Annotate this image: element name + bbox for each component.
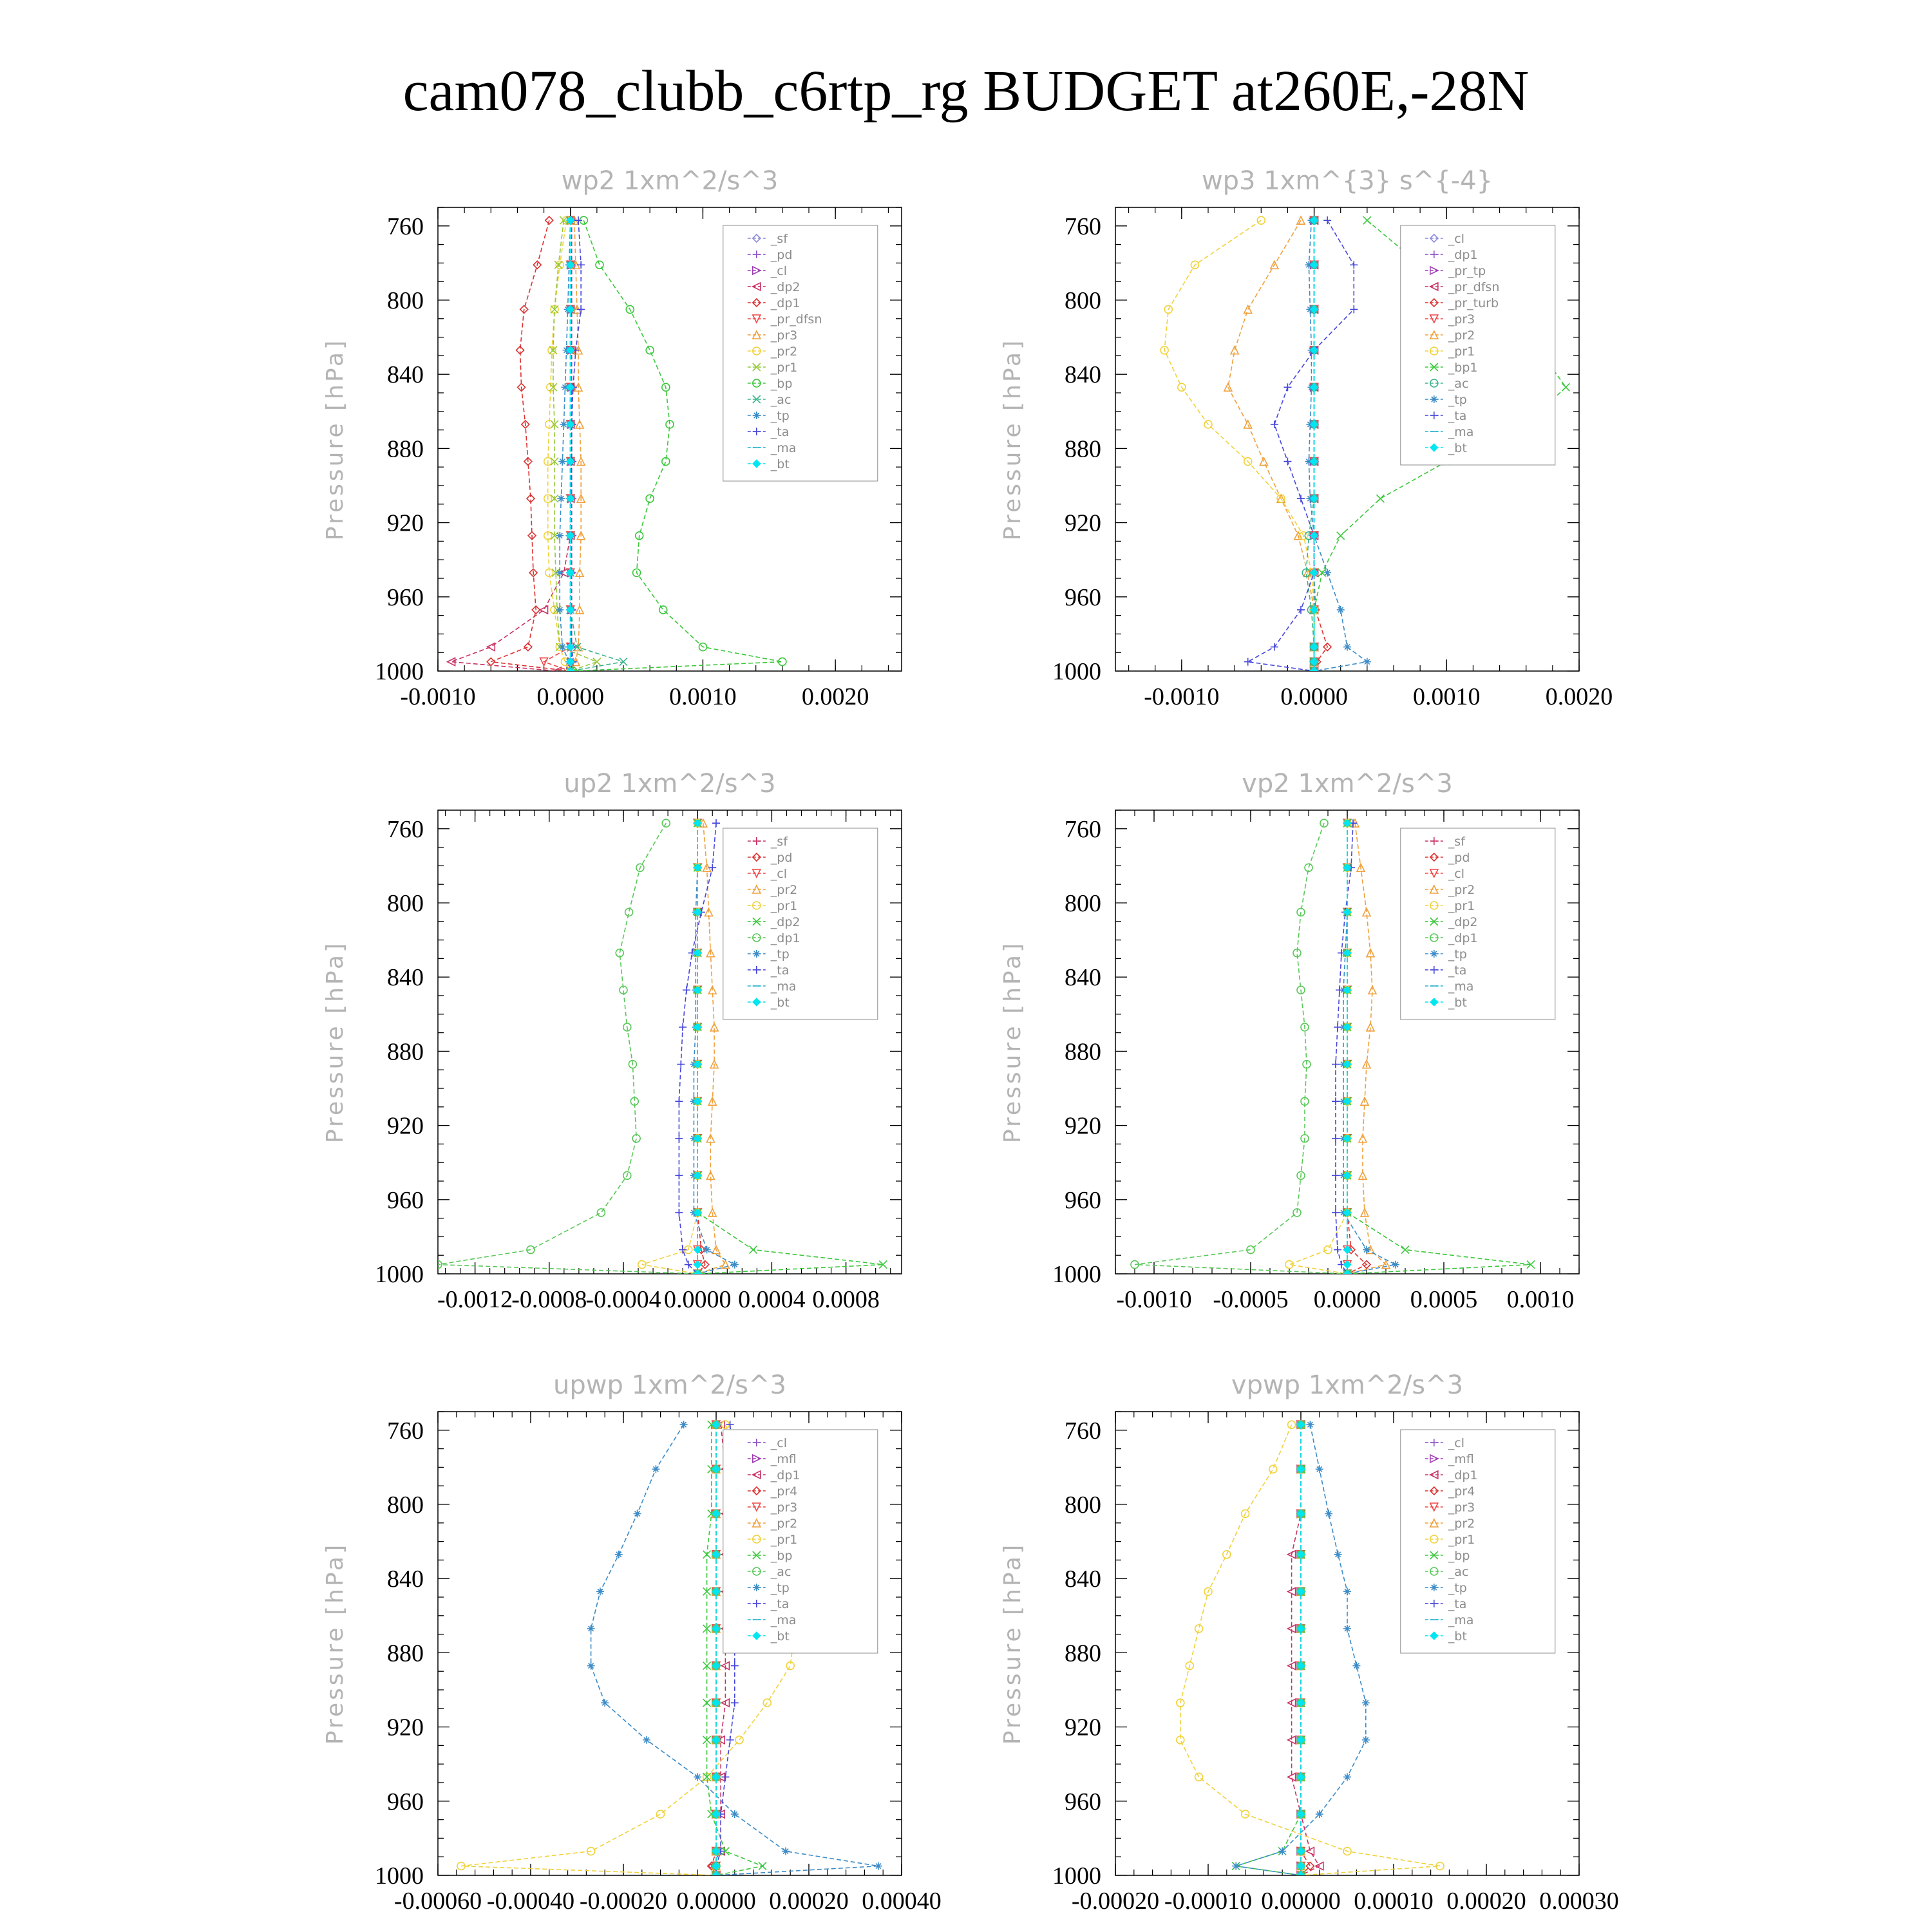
y-tick-label: 880 — [387, 1038, 424, 1066]
data-point-tp — [1325, 1510, 1332, 1517]
y-axis-label: Pressure [hPa] — [322, 940, 348, 1144]
data-point-tp — [1392, 1261, 1399, 1269]
y-tick-label: 760 — [1065, 213, 1101, 240]
x-tick-label: -0.00040 — [486, 1888, 575, 1915]
data-point-ta — [1323, 216, 1331, 224]
y-tick-label: 880 — [1065, 435, 1101, 463]
legend-label: _ma — [1448, 1613, 1474, 1627]
data-point-ta — [1332, 1171, 1340, 1179]
legend-label: _pr1 — [1448, 899, 1475, 913]
legend-label: _pr2 — [1448, 883, 1475, 897]
x-tick-label: 0.00020 — [769, 1888, 849, 1915]
legend-label: _dp1 — [1448, 931, 1478, 945]
data-point-ta — [1332, 1097, 1340, 1105]
data-point-ta — [1334, 1023, 1341, 1031]
x-tick-label: -0.00020 — [579, 1888, 668, 1915]
y-tick-label: 840 — [387, 1566, 424, 1593]
y-tick-label: 840 — [1065, 361, 1101, 389]
legend-label: _pr1 — [770, 899, 798, 913]
figure-title: cam078_clubb_c6rtp_rg BUDGET at260E,-28N — [402, 59, 1530, 123]
y-axis-label: Pressure [hPa] — [999, 337, 1026, 541]
legend-label: _dp2 — [770, 915, 800, 929]
data-point-ta — [1297, 495, 1305, 502]
series-line-dp2 — [451, 220, 571, 671]
data-point-ta — [726, 1736, 734, 1744]
legend-label: _bt — [770, 457, 790, 471]
data-point-ta — [675, 1209, 683, 1217]
legend-label: _cl — [770, 1436, 788, 1450]
series-line-pd — [697, 823, 705, 1274]
data-point-bp — [703, 1699, 711, 1707]
x-tick-label: 0.00040 — [862, 1888, 942, 1915]
data-point-dp1 — [625, 908, 633, 916]
x-tick-label: 0.0020 — [1545, 683, 1613, 710]
legend-label: _dp1 — [770, 1468, 800, 1482]
data-point-tp — [1362, 1699, 1370, 1707]
legend — [723, 828, 878, 1019]
legend-label: _dp2 — [1448, 915, 1478, 929]
legend-label: _tp — [1448, 1581, 1467, 1595]
legend-box — [723, 828, 878, 1019]
legend-box — [1401, 1430, 1555, 1653]
data-point-pr2 — [1244, 421, 1252, 428]
y-tick-label: 880 — [387, 435, 424, 463]
data-point-tp — [634, 1510, 641, 1517]
y-tick-label: 960 — [1065, 1186, 1101, 1214]
legend-label: _pr4 — [1448, 1484, 1475, 1499]
legend-label: _ma — [1448, 980, 1474, 994]
legend-box — [1401, 828, 1555, 1019]
y-tick-label: 920 — [387, 1714, 424, 1741]
legend-label: _mfl — [1448, 1452, 1474, 1466]
x-tick-label: 0.0000 — [1313, 1286, 1381, 1313]
x-tick-label: -0.0008 — [511, 1286, 587, 1313]
series-line-dp1 — [1135, 823, 1347, 1274]
data-point-ta — [1332, 1135, 1340, 1142]
legend-label: _bp — [1448, 1549, 1470, 1563]
y-axis-label: Pressure [hPa] — [999, 940, 1026, 1144]
legend-label: _cl — [770, 867, 788, 881]
data-point-ta — [577, 305, 585, 313]
data-point-bp — [703, 1551, 711, 1558]
series-line-dp1 — [1292, 1425, 1320, 1875]
data-point-ta — [731, 1662, 739, 1670]
y-tick-label: 760 — [1065, 815, 1101, 843]
data-point-ta — [1332, 1209, 1340, 1217]
y-tick-label: 1000 — [1052, 1862, 1101, 1889]
data-point-pr1 — [1195, 1625, 1203, 1633]
y-tick-label: 880 — [1065, 1038, 1101, 1066]
x-tick-label: 0.0020 — [801, 683, 869, 710]
data-point-tp — [1337, 606, 1345, 614]
data-point-bp — [596, 261, 603, 269]
legend — [723, 225, 878, 481]
panel-title: upwp 1xm^2/s^3 — [553, 1370, 786, 1400]
series-line-bp — [1236, 1425, 1301, 1875]
x-tick-label: 0.00020 — [1446, 1888, 1526, 1915]
legend — [723, 1430, 878, 1653]
panel-title: wp2 1xm^2/s^3 — [561, 166, 779, 196]
y-tick-label: 960 — [387, 1186, 424, 1214]
legend-label: _pr_tp — [1448, 264, 1486, 278]
legend-label: _pr1 — [770, 361, 798, 375]
series-line-pr2 — [548, 220, 571, 671]
y-tick-label: 880 — [387, 1640, 424, 1667]
legend-label: _ac — [1448, 377, 1469, 391]
data-point-ta — [675, 1171, 683, 1179]
legend-label: _bp — [770, 377, 793, 391]
legend-label: _pr2 — [770, 345, 798, 359]
y-tick-label: 960 — [387, 583, 424, 611]
x-tick-label: -0.00010 — [1164, 1888, 1253, 1915]
legend-label: _bt — [1448, 441, 1467, 455]
x-tick-label: 0.0010 — [1413, 683, 1481, 710]
x-tick-label: -0.00020 — [1071, 1888, 1160, 1915]
series-line-tp — [1309, 220, 1367, 671]
data-point-ta — [675, 1135, 683, 1142]
data-point-tp — [587, 1625, 595, 1633]
panel-title: vpwp 1xm^2/s^3 — [1231, 1370, 1464, 1400]
data-point-bp — [646, 346, 654, 354]
y-tick-label: 800 — [387, 287, 424, 314]
legend-label: _tp — [770, 947, 790, 961]
legend-label: _sf — [770, 232, 788, 246]
data-point-tp — [558, 458, 566, 466]
x-tick-label: -0.0005 — [1213, 1286, 1289, 1313]
data-point-pr1 — [593, 658, 601, 666]
data-point-tp — [1343, 1773, 1351, 1781]
y-tick-label: 1000 — [1052, 1261, 1101, 1288]
x-tick-label: 0.00030 — [1539, 1888, 1619, 1915]
series-line-pr2 — [1347, 823, 1386, 1274]
panel-5 — [322, 1370, 942, 1915]
series-line-pr1 — [642, 823, 697, 1274]
legend-label: _pr3 — [1448, 1501, 1475, 1515]
data-point-tp — [652, 1465, 659, 1473]
x-tick-label: 0.0008 — [812, 1286, 880, 1313]
data-point-bp1 — [1376, 495, 1384, 502]
data-point-dp1 — [1306, 1848, 1314, 1855]
series-line-ta — [1336, 823, 1353, 1274]
legend — [1401, 1430, 1555, 1653]
legend-label: _bp — [770, 1549, 793, 1563]
y-tick-label: 920 — [387, 509, 424, 537]
x-tick-label: -0.0010 — [1116, 1286, 1192, 1313]
y-tick-label: 960 — [387, 1788, 424, 1815]
data-point-tp — [1343, 643, 1351, 651]
data-point-ta — [1283, 383, 1291, 391]
data-point-bp1 — [1562, 383, 1569, 391]
data-point-tp — [694, 1773, 701, 1781]
data-point-ta — [1336, 986, 1343, 994]
data-point-tp — [587, 1662, 595, 1670]
y-axis-label: Pressure [hPa] — [999, 1542, 1026, 1745]
data-point-tp — [1334, 1551, 1342, 1558]
legend-label: _dp1 — [1448, 1468, 1478, 1482]
series-line-dp1 — [491, 220, 570, 671]
series-line-dp1 — [438, 823, 697, 1274]
data-point-tp — [680, 1421, 688, 1428]
data-point-ta — [1334, 1246, 1341, 1254]
data-point-ta — [577, 261, 585, 269]
data-point-tp — [1343, 1587, 1351, 1595]
legend-label: _bt — [1448, 996, 1467, 1010]
series-line-ta — [1248, 220, 1354, 671]
y-tick-label: 800 — [1065, 1492, 1101, 1519]
legend-label: _bp1 — [1448, 361, 1478, 375]
panel-3 — [322, 769, 902, 1313]
data-point-tp — [1316, 1465, 1323, 1473]
y-tick-label: 920 — [1065, 1112, 1101, 1140]
data-point-ta — [679, 1023, 687, 1031]
x-tick-label: 0.0000 — [1280, 683, 1348, 710]
legend-box — [723, 1430, 878, 1653]
legend-label: _mfl — [770, 1452, 797, 1466]
y-tick-label: 800 — [387, 1492, 424, 1519]
legend-label: _dp1 — [770, 296, 800, 310]
y-tick-label: 960 — [1065, 583, 1101, 611]
y-tick-label: 1000 — [1052, 658, 1101, 685]
legend-label: _cl — [1448, 1436, 1465, 1450]
legend-label: _pr_turb — [1448, 296, 1499, 310]
legend — [1401, 225, 1555, 465]
series-line-pr-turb — [1314, 220, 1328, 671]
data-point-ta — [1244, 658, 1252, 666]
legend-label: _pr_dfsn — [1448, 280, 1500, 294]
y-tick-label: 800 — [387, 890, 424, 917]
panel-title: wp3 1xm^{3} s^{-4} — [1201, 166, 1493, 196]
data-point-pr2 — [1260, 458, 1267, 466]
panel-2 — [999, 166, 1613, 710]
legend-box — [1401, 225, 1555, 465]
legend-label: _ac — [1448, 1565, 1469, 1579]
x-tick-label: 0.00010 — [1354, 1888, 1434, 1915]
x-tick-label: -0.00060 — [393, 1888, 482, 1915]
panel-4 — [999, 769, 1579, 1313]
y-tick-label: 1000 — [375, 658, 424, 685]
legend-label: _pr2 — [1448, 328, 1475, 343]
series-line-pr4 — [1301, 1425, 1310, 1875]
data-point-ta — [1271, 421, 1278, 428]
x-tick-label: -0.0010 — [400, 683, 476, 710]
data-point-ta — [731, 1699, 739, 1707]
x-tick-label: 0.0000 — [536, 683, 604, 710]
y-tick-label: 960 — [1065, 1788, 1101, 1815]
series-line-pr2 — [697, 823, 725, 1274]
panel-1 — [322, 166, 902, 710]
x-tick-label: 0.00000 — [1261, 1888, 1341, 1915]
legend-label: _pr2 — [770, 1517, 798, 1531]
data-point-bp — [659, 606, 667, 614]
data-point-dp1 — [597, 1209, 605, 1217]
y-axis-label: Pressure [hPa] — [322, 1542, 348, 1745]
y-tick-label: 760 — [387, 1417, 424, 1444]
data-point-bt — [694, 1261, 701, 1269]
legend-label: _pr3 — [770, 328, 798, 343]
x-tick-label: 0.00000 — [676, 1888, 756, 1915]
legend-label: _cl — [1448, 867, 1465, 881]
y-tick-label: 800 — [1065, 890, 1101, 917]
series-line-pr1 — [1164, 220, 1314, 671]
legend-label: _sf — [1448, 835, 1465, 849]
panel-title: vp2 1xm^2/s^3 — [1242, 769, 1453, 799]
series-line-pr4 — [712, 1425, 716, 1875]
legend-box — [723, 225, 878, 481]
x-tick-label: 0.0010 — [1506, 1286, 1575, 1313]
legend-label: _pr4 — [770, 1484, 798, 1499]
data-point-tp — [875, 1862, 882, 1870]
x-tick-label: 0.0004 — [738, 1286, 806, 1313]
legend-label: _pr1 — [1448, 1533, 1475, 1547]
legend-label: _bt — [770, 996, 790, 1010]
data-point-pr1 — [1195, 1773, 1203, 1781]
y-tick-label: 920 — [1065, 1714, 1101, 1741]
legend-label: _pr3 — [1448, 312, 1475, 327]
legend-label: _ma — [770, 441, 797, 455]
data-point-tp — [731, 1261, 739, 1269]
x-tick-label: -0.0010 — [1144, 683, 1220, 710]
data-point-pr1 — [1324, 1246, 1332, 1254]
data-point-tp — [1343, 1625, 1351, 1633]
panel-title: up2 1xm^2/s^3 — [564, 769, 776, 799]
data-point-bp — [759, 1862, 766, 1870]
data-point-dp2 — [487, 643, 495, 651]
legend-label: _tp — [1448, 947, 1467, 961]
legend-label: _pd — [770, 248, 793, 262]
y-tick-label: 840 — [1065, 1566, 1101, 1593]
legend-label: _pr1 — [1448, 345, 1475, 359]
data-point-tp — [643, 1736, 650, 1744]
legend-label: _tp — [770, 1581, 790, 1595]
x-tick-label: 0.0000 — [663, 1286, 732, 1313]
legend-label: _dp2 — [770, 280, 800, 294]
data-point-tp — [557, 495, 565, 502]
data-point-ta — [683, 986, 690, 994]
data-point-ta — [1271, 643, 1278, 651]
legend-label: _ac — [770, 393, 791, 407]
data-point-ta — [1297, 606, 1305, 614]
data-point-dp1 — [524, 643, 532, 651]
legend-label: _cl — [1448, 232, 1465, 246]
y-tick-label: 760 — [387, 815, 424, 843]
legend-label: _dp1 — [1448, 248, 1478, 262]
legend-label: _ta — [1448, 1597, 1467, 1611]
data-point-tp — [615, 1551, 623, 1558]
x-tick-label: -0.0012 — [437, 1286, 513, 1313]
data-point-ta — [1283, 458, 1291, 466]
legend-label: _ta — [770, 963, 790, 978]
legend-label: _dp1 — [770, 931, 800, 945]
legend-label: _ma — [770, 980, 797, 994]
x-tick-label: 0.0005 — [1410, 1286, 1478, 1313]
y-tick-label: 800 — [1065, 287, 1101, 314]
legend-label: _ta — [770, 1597, 790, 1611]
legend-label: _ac — [770, 1565, 791, 1579]
y-tick-label: 880 — [1065, 1640, 1101, 1667]
legend-label: _cl — [770, 264, 788, 278]
data-point-bt — [1343, 1261, 1351, 1269]
data-point-dp2 — [540, 606, 548, 614]
series-line-tp — [1343, 823, 1396, 1274]
series-line-ac — [1306, 220, 1314, 671]
legend-label: _ta — [1448, 409, 1467, 423]
legend-label: _pd — [1448, 851, 1470, 865]
series-line-tp — [560, 220, 570, 671]
data-point-dp2 — [750, 1246, 757, 1254]
x-tick-label: 0.0010 — [669, 683, 737, 710]
legend-label: _ta — [1448, 963, 1467, 978]
y-tick-label: 920 — [1065, 509, 1101, 537]
data-point-ta — [712, 819, 720, 827]
data-point-tp — [1352, 1662, 1360, 1670]
data-point-ta — [677, 1061, 685, 1068]
legend-label: _pd — [770, 851, 793, 865]
x-tick-label: -0.0004 — [585, 1286, 661, 1313]
legend-label: _pr2 — [770, 883, 798, 897]
series-line-pr2 — [1228, 220, 1314, 671]
y-tick-label: 840 — [387, 361, 424, 389]
y-tick-label: 920 — [387, 1112, 424, 1140]
legend-label: _tp — [1448, 393, 1467, 407]
data-point-tp — [782, 1848, 790, 1855]
y-axis-label: Pressure [hPa] — [322, 337, 348, 541]
y-tick-label: 1000 — [375, 1261, 424, 1288]
legend-label: _ma — [1448, 425, 1474, 439]
y-tick-label: 1000 — [375, 1862, 424, 1889]
data-point-bp1 — [1363, 216, 1371, 224]
data-point-tp — [1306, 1421, 1314, 1428]
legend-label: _pr2 — [1448, 1517, 1475, 1531]
legend-label: _pr_dfsn — [770, 312, 822, 327]
legend-label: _bt — [1448, 1629, 1467, 1643]
data-point-tp — [1362, 1736, 1370, 1744]
data-point-ta — [1332, 1061, 1340, 1068]
legend-label: _ta — [770, 425, 790, 439]
series-line-pr1 — [1289, 823, 1347, 1274]
panel-6 — [999, 1370, 1619, 1915]
data-point-tp — [596, 1587, 604, 1595]
data-point-ta — [675, 1097, 683, 1105]
y-tick-label: 840 — [387, 964, 424, 992]
legend-label: _pr1 — [770, 1533, 798, 1547]
legend-label: _pr3 — [770, 1501, 798, 1515]
data-point-pr1 — [1269, 1465, 1277, 1473]
legend-label: _tp — [770, 409, 790, 423]
data-point-ta — [726, 1421, 734, 1428]
y-tick-label: 760 — [1065, 1417, 1101, 1444]
data-point-tp — [1363, 1246, 1370, 1254]
data-point-ta — [1350, 261, 1358, 269]
data-point-tp — [703, 1246, 711, 1254]
data-point-bp1 — [1337, 532, 1345, 540]
legend-label: _bt — [770, 1629, 790, 1643]
legend — [1401, 828, 1555, 1019]
legend-label: _ma — [770, 1613, 797, 1627]
y-tick-label: 840 — [1065, 964, 1101, 992]
y-tick-label: 760 — [387, 213, 424, 240]
data-point-tp — [1363, 658, 1371, 666]
legend-label: _sf — [770, 835, 788, 849]
data-point-pr1 — [657, 1810, 665, 1818]
